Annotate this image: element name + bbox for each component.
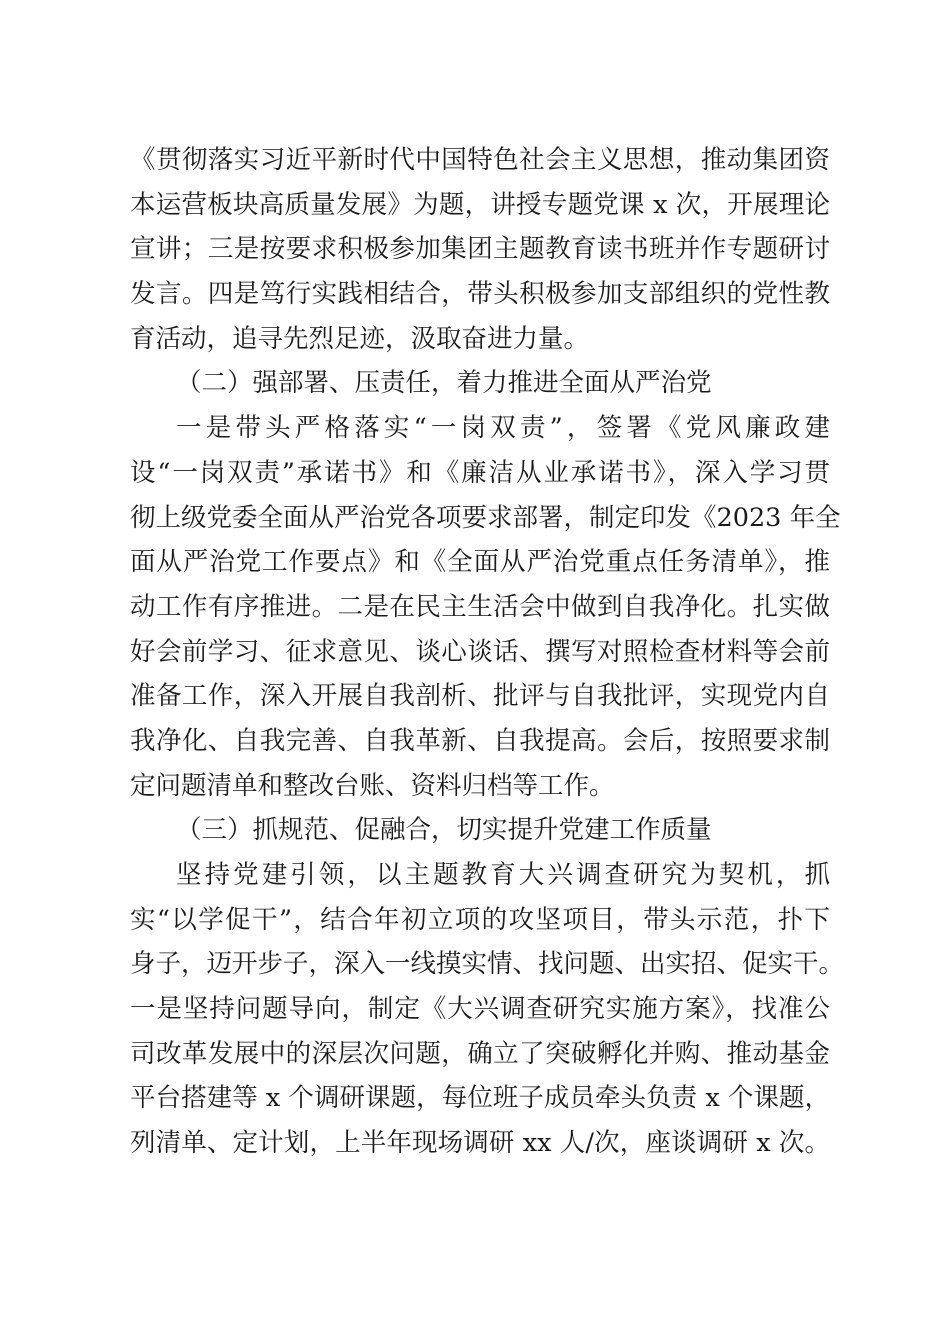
text-line: 定问题清单和整改台账、资料归档等工作。 [130,770,615,801]
text-line: 我净化、自我完善、自我革新、自我提高。会后，按照要求制 [130,725,830,756]
text-line: 宣讲；三是按要求积极参加集团主题教育读书班并作专题研讨 [130,234,830,265]
document-body [130,138,845,1166]
text-line: 一是带头严格落实“一岗双责”，签署《党风廉政建 [176,413,830,444]
text-line: 彻上级党委全面从严治党各项要求部署，制定印发《2023 年全 [130,502,841,533]
text-line: 司改革发展中的深层次问题，确立了突破孵化并购、推动基金 [130,1038,830,1069]
text-line: 设“一岗双责”承诺书》和《廉洁从业承诺书》，深入学习贯 [130,457,830,488]
text-line: 发言。四是笃行实践相结合，带头积极参加支部组织的党性教 [130,279,830,310]
text-line: 面从严治党工作要点》和《全面从严治党重点任务清单》，推 [130,547,830,578]
text-line: 实“以学促干”，结合年初立项的攻坚项目，带头示范，扑下 [130,904,830,935]
section-heading: （三）抓规范、促融合，切实提升党建工作质量 [176,815,712,846]
text-line: 本运营板块高质量发展》为题，讲授专题党课 x 次，开展理论 [130,189,830,220]
text-line: 育活动，追寻先烈足迹，汲取奋进力量。 [130,323,590,354]
text-line: 《贯彻落实习近平新时代中国特色社会主义思想，推动集团资 [130,145,830,175]
text-line: 身子，迈开步子，深入一线摸实情、找问题、出实招、促实干。 [130,949,845,980]
text-line: 准备工作，深入开展自我剖析、批评与自我批评，实现党内自 [130,681,830,712]
text-line: 平台搭建等 x 个调研课题，每位班子成员牵头负责 x 个课题， [130,1083,830,1114]
text-line: 一是坚持问题导向，制定《大兴调查研究实施方案》，找准公 [130,994,830,1025]
section-heading: （二）强部署、压责任，着力推进全面从严治党 [176,368,712,399]
text-line: 好会前学习、征求意见、谈心谈话、撰写对照检查材料等会前 [130,636,830,667]
text-line: 动工作有序推进。二是在民主生活会中做到自我净化。扎实做 [130,591,830,622]
text-line: 坚持党建引领，以主题教育大兴调查研究为契机，抓 [176,860,830,890]
text-line: 列清单、定计划，上半年现场调研 xx 人/次，座谈调研 x 次。 [130,1128,830,1159]
